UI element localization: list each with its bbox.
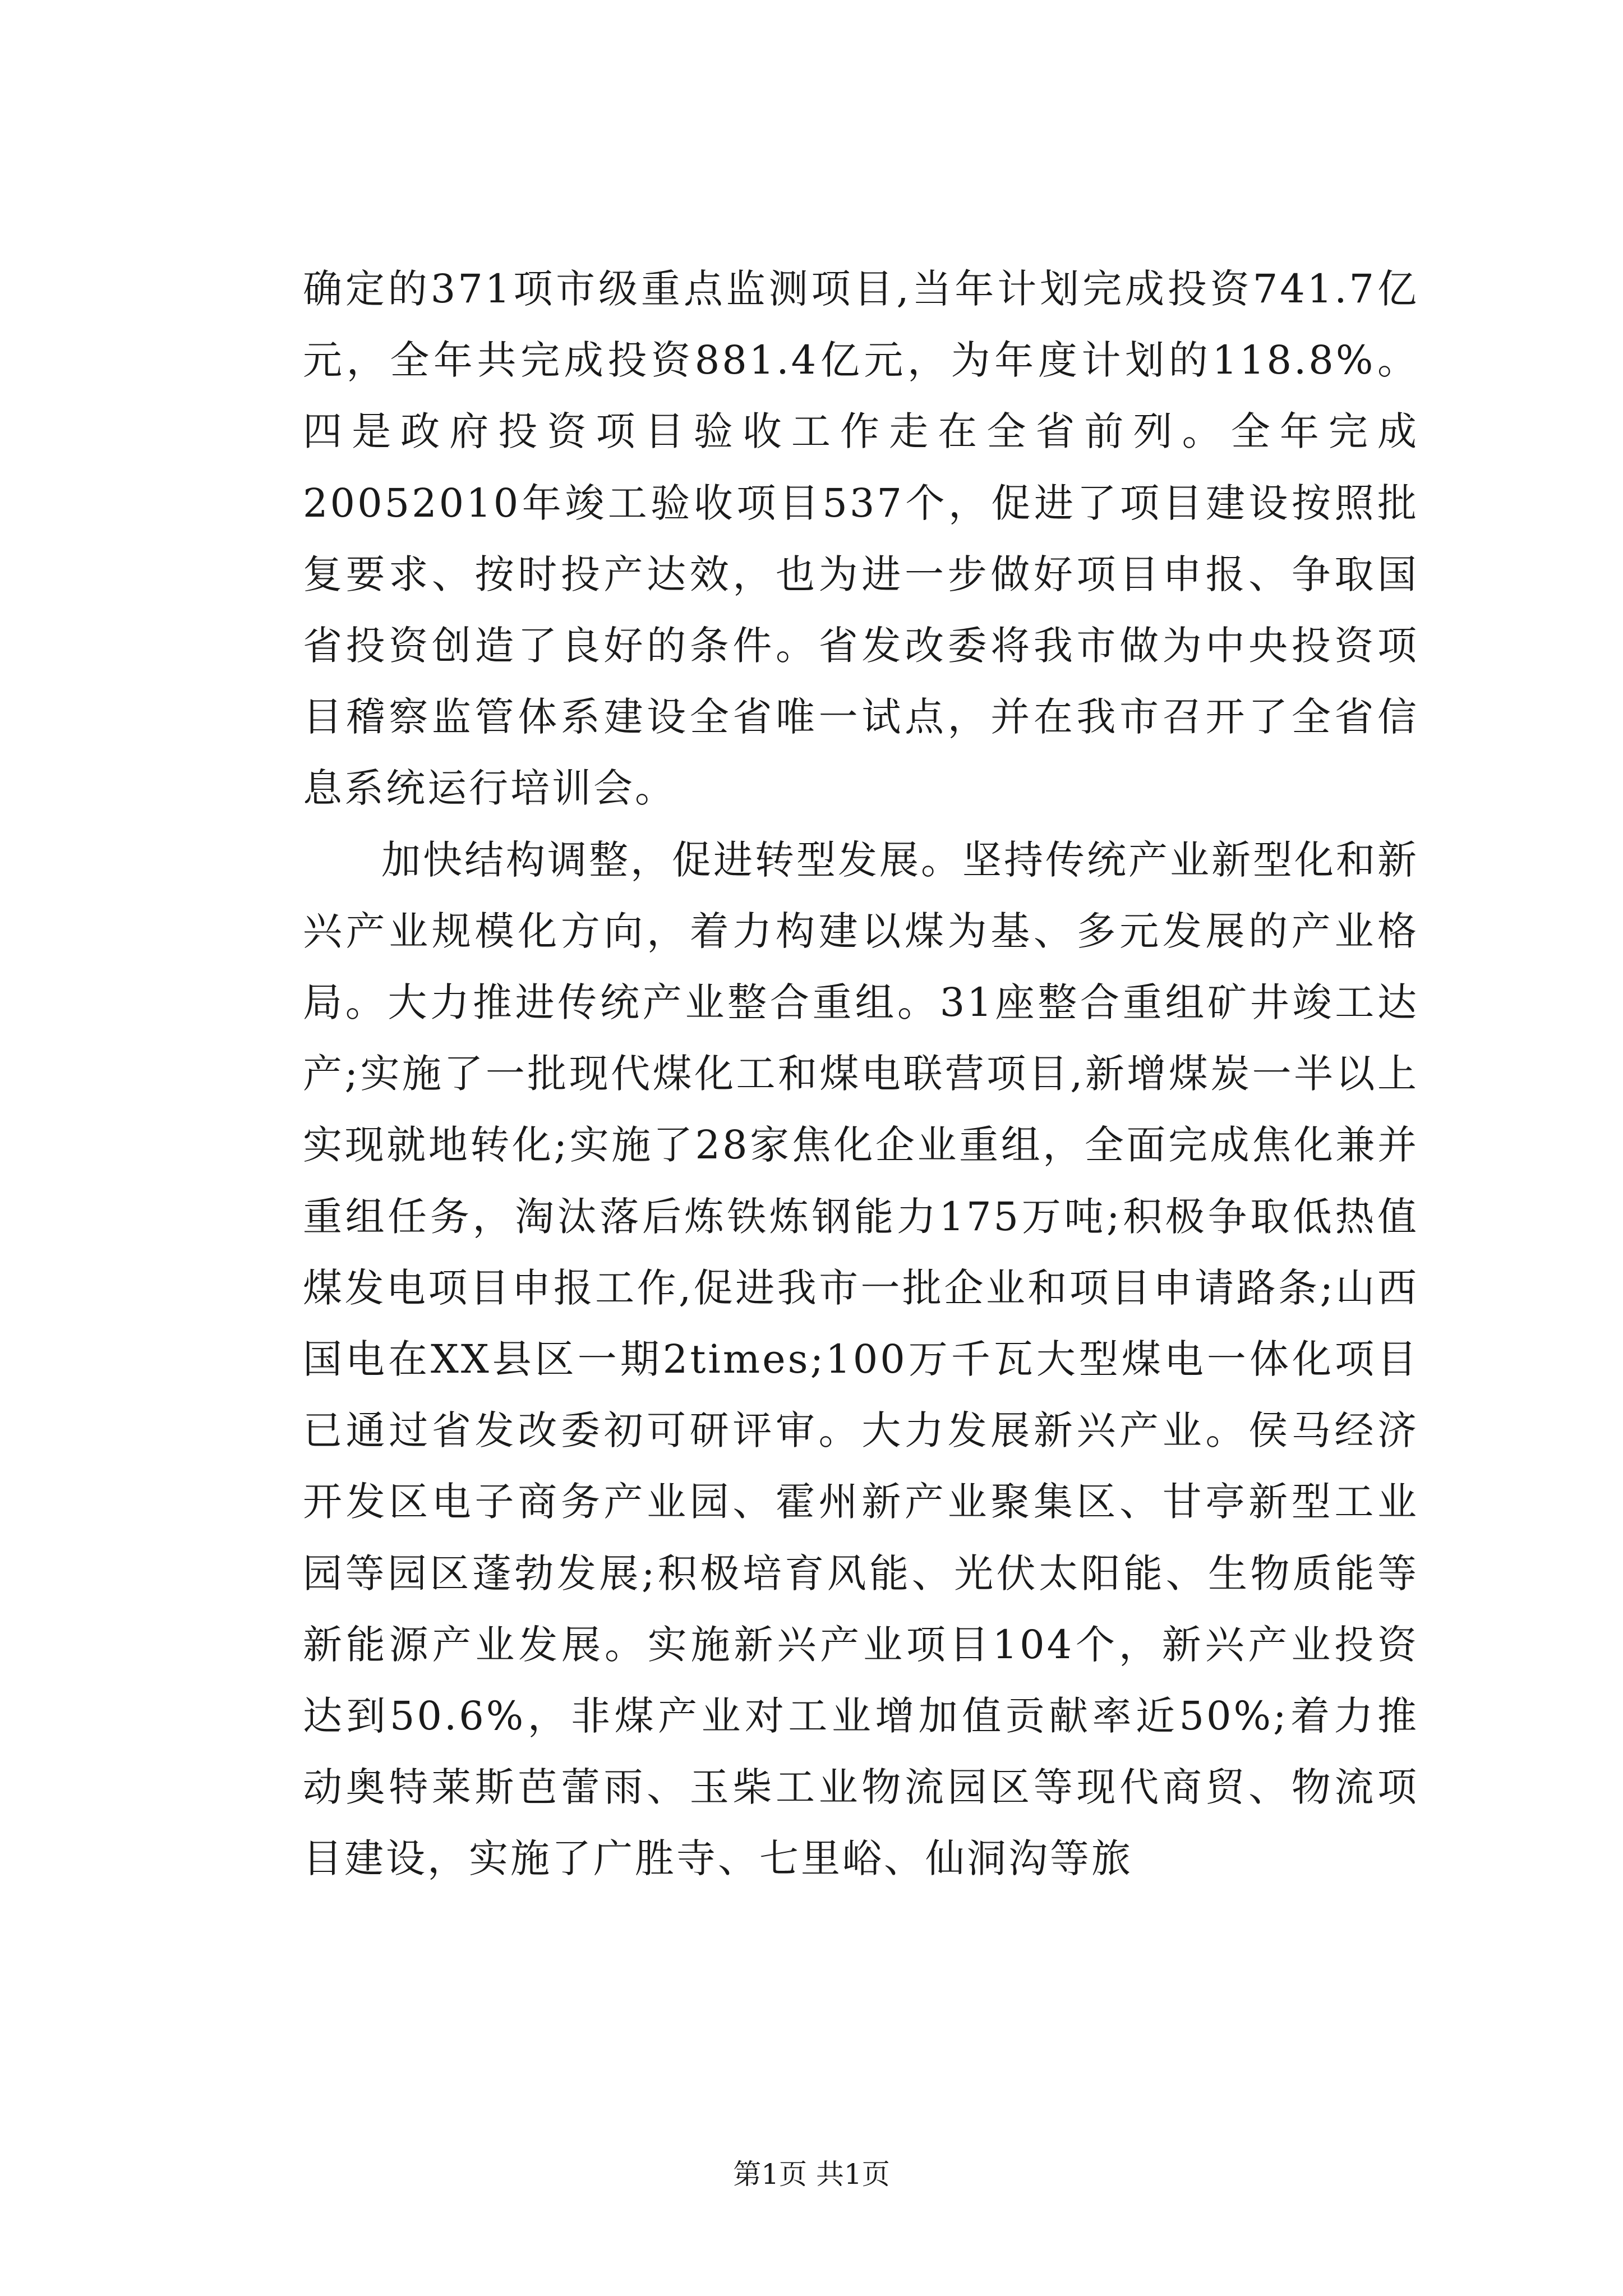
page-footer: 第1页 共1页 [733,2158,890,2191]
document-body [303,254,1419,1895]
paragraph-continuation: 确定的371项市级重点监测项目,当年计划完成投资741.7亿元，全年共完成投资881.4亿元，为年度计划的118.8%。四是政府投资项目验收工作走在全省前列。全年完成20052010年竣工验收项目537个，促进了项目建设按照批复要求、按时投产达效，也为进一步做好项目申报、争取国省投资创造了良好的条件。省发改委将我市做为中央投资项目稽察监管体系建设全省唯一试点，并在我市召开了全省信息系统运行培训会。 [303,266,1419,812]
paragraph-structure-adjustment: 加快结构调整，促进转型发展。坚持传统产业新型化和新兴产业规模化方向，着力构建以煤为基、多元发展的产业格局。大力推进传统产业整合重组。31座整合重组矿井竣工达产;实施了一批现代煤化工和煤电联营项目,新增煤炭一半以上实现就地转化;实施了28家焦化企业重组，全面完成焦化兼并重组任务，淘汰落后炼铁炼钢能力175万吨;积极争取低热值煤发电项目申报工作,促进我市一批企业和项目申请路条;山西国电在XX县区一期2times;100万千瓦大型煤电一体化项目已通过省发改委初可研评审。大力发展新兴产业。侯马经济开发区电子商务产业园、霍州新产业聚集区、甘亭新型工业园等园区蓬勃发展;积极培育风能、光伏太阳能、生物质能等新能源产业发展。实施新兴产业项目104个，新兴产业投资达到50.6%，非煤产业对工业增加值贡献率近50%;着力推动奥特莱斯芭蕾雨、玉柴工业物流园区等现代商贸、物流项目建设，实施了广胜寺、七里峪、仙洞沟等旅 [303,836,1419,1882]
